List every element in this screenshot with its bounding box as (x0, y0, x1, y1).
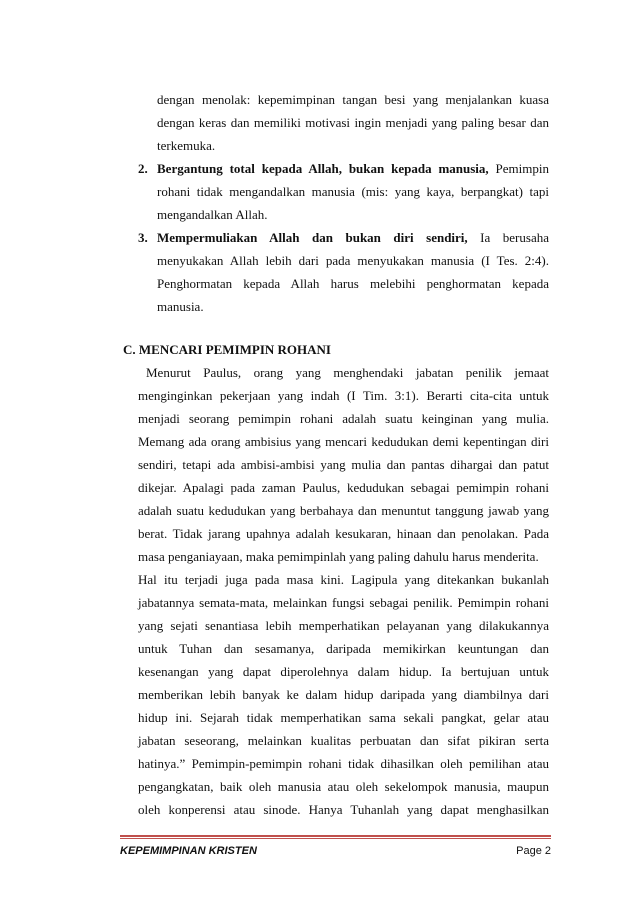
list-item-2-title: Bergantung total kepada Allah, bukan kepada manusia, (157, 161, 489, 176)
list-item-3-line-1 (157, 230, 549, 246)
paragraph-line: menginginkan pekerjaan yang indah (I Tim. 3:1). Berarti cita-cita untuk (138, 388, 549, 403)
paragraph-line: Memang ada orang ambisius yang mencari kedudukan demi kepentingan diri (138, 434, 549, 449)
paragraph-line: hidup ini. Sejarah tidak memperhatikan sama sekali pangkat, gelar atau (138, 710, 549, 725)
list-item-3-number: 3. (138, 230, 148, 245)
paragraph-line: menjadi seorang pemimpin rohani adalah suatu keinginan yang mulia. (138, 411, 549, 426)
paragraph-line: dikejar. Apalagi pada zaman Paulus, kedudukan sebagai pemimpin rohani (138, 480, 549, 495)
list-item-3-rest: Ia berusaha (467, 230, 549, 245)
page-number: Page 2 (516, 845, 551, 857)
list-item-1-line-3: terkemuka. (157, 138, 216, 153)
list-item-2-line-2: rohani tidak mengandalkan manusia (mis: yang kaya, berpangkat) tapi (157, 184, 549, 199)
list-item-3-line-2: menyukakan Allah lebih dari pada menyukakan manusia (I Tes. 2:4). (157, 253, 549, 268)
paragraph-line: jabatan seseorang, melainkan kualitas perbuatan dan sifat pikiran serta (138, 733, 549, 748)
paragraph-line: yang sejati senantiasa lebih memperhatikan pelayanan yang dilakukannya (138, 618, 549, 633)
list-item-2-rest: Pemimpin (488, 161, 549, 176)
list-item-1-line-2: dengan keras dan memiliki motivasi ingin menjadi yang paling besar dan (157, 115, 549, 130)
footer-title: KEPEMIMPINAN KRISTEN (120, 845, 257, 857)
paragraph-line: untuk Tuhan dan sesamanya, daripada memikirkan keuntungan dan (138, 641, 549, 656)
paragraph-line: memberikan lebih banyak ke dalam hidup daripada yang diambilnya dari (138, 687, 549, 702)
list-item-2-line-3: mengandalkan Allah. (157, 207, 268, 222)
paragraph-line: Hal itu terjadi juga pada masa kini. Lagipula yang ditekankan bukanlah (138, 572, 549, 587)
paragraph-line: sendiri, tetapi ada ambisi-ambisi yang mulia dan pantas dihargai dan patut (138, 457, 549, 472)
list-item-3-line-4: manusia. (157, 299, 204, 314)
footer-rule (120, 835, 551, 837)
paragraph-line: berat. Tidak jarang upahnya adalah kesukaran, hinaan dan penolakan. Pada (138, 526, 549, 541)
section-heading: C. MENCARI PEMIMPIN ROHANI (123, 342, 331, 357)
footer-rule-thin (120, 838, 551, 839)
list-item-2-line-1 (157, 161, 549, 177)
paragraph-line: masa penganiayaan, maka pemimpinlah yang paling dahulu harus menderita. (138, 549, 539, 564)
paragraph-line: pengangkatan, baik oleh manusia atau oleh sekelompok manusia, maupun (138, 779, 549, 794)
list-item-1-line-1: dengan menolak: kepemimpinan tangan besi yang menjalankan kuasa (157, 92, 549, 107)
paragraph-line: adalah suatu kedudukan yang berbahaya dan menuntut tanggung jawab yang (138, 503, 549, 518)
paragraph-line: hatinya.” Pemimpin-pemimpin rohani tidak dihasilkan oleh pemilihan atau (138, 756, 549, 771)
list-item-3-line-3: Penghormatan kepada Allah harus melebihi penghormatan kepada (157, 276, 549, 291)
paragraph-line: jabatannya semata-mata, melainkan fungsi sebagai penilik. Pemimpin rohani (138, 595, 549, 610)
list-item-3-title: Mempermuliakan Allah dan bukan diri sendiri, (157, 230, 468, 245)
list-item-2-number: 2. (138, 161, 148, 176)
paragraph-line: Menurut Paulus, orang yang menghendaki jabatan penilik jemaat (146, 365, 549, 380)
paragraph-line: kesenangan yang dapat diperolehnya dalam hidup. Ia bertujuan untuk (138, 664, 549, 679)
paragraph-line: oleh konperensi atau sinode. Hanya Tuhanlah yang dapat menghasilkan (138, 802, 549, 817)
